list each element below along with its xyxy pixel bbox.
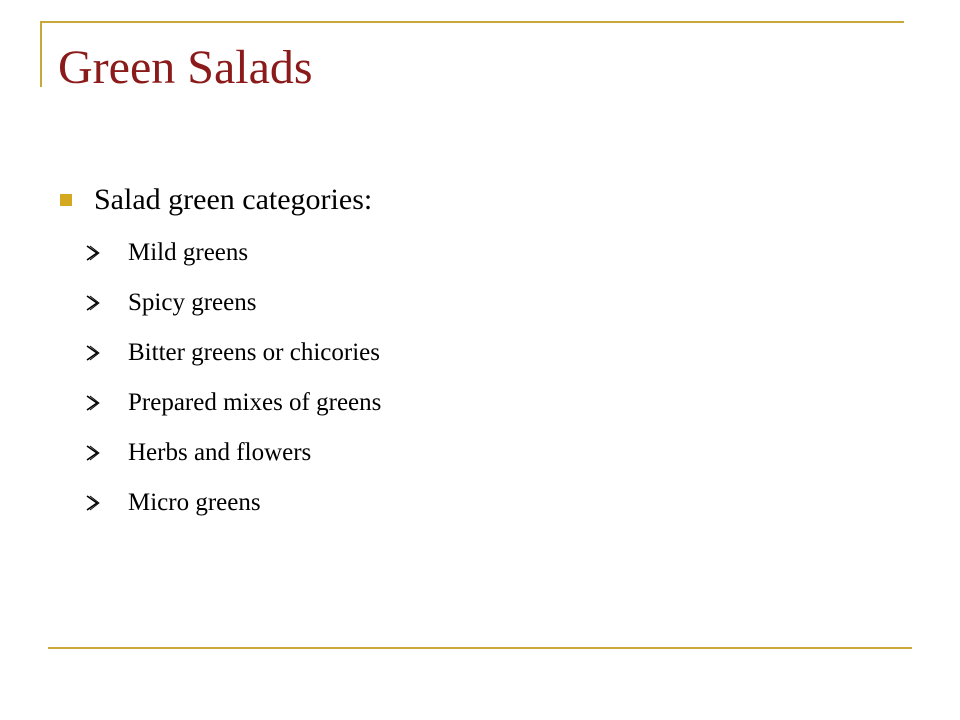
- sub-bullet-item: [60, 278, 860, 328]
- arrow-bullet-icon: [86, 495, 106, 511]
- sub-bullet-item: [60, 428, 860, 478]
- sub-bullet-item: [60, 228, 860, 278]
- bullet-text: Salad green categories:: [94, 183, 373, 216]
- arrow-bullet-icon: [86, 395, 106, 411]
- arrow-bullet-icon: [86, 445, 106, 461]
- bullet-item: [60, 178, 860, 222]
- frame-top-line: [40, 21, 904, 23]
- sub-bullet-text: Spicy greens: [128, 289, 257, 316]
- sub-bullet-item: [60, 328, 860, 378]
- sub-bullet-item: [60, 378, 860, 428]
- arrow-bullet-icon: [86, 245, 106, 261]
- sub-bullet-item: [60, 478, 860, 528]
- sub-bullet-text: Micro greens: [128, 489, 261, 516]
- square-bullet-icon: [60, 194, 72, 206]
- sub-bullet-text: Mild greens: [128, 239, 249, 266]
- slide-title: Green Salads: [58, 41, 313, 94]
- frame-bottom-line: [48, 647, 912, 649]
- arrow-bullet-icon: [86, 345, 106, 361]
- sub-bullet-list: [60, 228, 860, 528]
- sub-bullet-text: Bitter greens or chicories: [128, 339, 380, 366]
- frame-left-line: [40, 21, 42, 87]
- sub-bullet-text: Herbs and flowers: [128, 439, 312, 466]
- arrow-bullet-icon: [86, 295, 106, 311]
- slide-body: [60, 178, 860, 528]
- sub-bullet-text: Prepared mixes of greens: [128, 389, 382, 416]
